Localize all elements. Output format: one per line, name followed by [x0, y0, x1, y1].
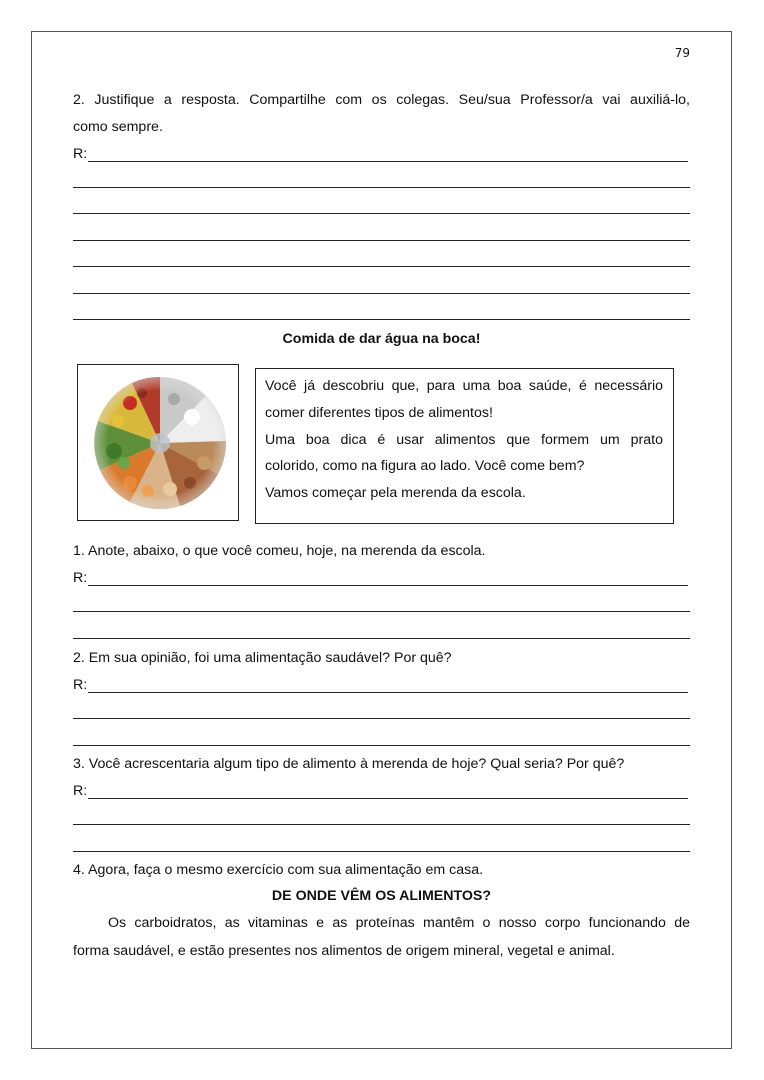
question-4-text: 4. Agora, faça o mesmo exercício com sua alimentação em casa. — [73, 862, 484, 878]
info-text-line: colorido, como na figura ao lado. Você come bem? — [265, 458, 585, 475]
question-1-text: 1. Anote, abaixo, o que você comeu, hoje, na merenda da escola. — [73, 543, 486, 559]
answer-line[interactable] — [73, 718, 690, 719]
answer-line[interactable] — [73, 266, 690, 267]
food-plate-image — [77, 364, 239, 521]
answer-prefix: R: — [73, 677, 88, 693]
answer-line-first[interactable] — [73, 146, 688, 162]
section-heading: DE ONDE VÊM OS ALIMENTOS? — [271, 888, 492, 904]
question-2-text: 2. Em sua opinião, foi uma alimentação saudável? Por quê? — [73, 650, 452, 666]
answer-line[interactable] — [73, 638, 690, 639]
question-2-text-line1: 2. Justifique a resposta. Compartilhe com os colegas. Seu/sua Professor/a vai auxiliá-lo, — [73, 92, 690, 108]
answer-prefix: R: — [73, 783, 88, 799]
answer-line[interactable] — [73, 293, 690, 294]
info-text-box — [255, 368, 674, 524]
info-text-line: Vamos começar pela merenda da escola. — [265, 485, 526, 502]
answer-line-first[interactable] — [73, 783, 688, 799]
answer-prefix: R: — [73, 570, 88, 586]
answer-line[interactable] — [73, 745, 690, 746]
food-plate-icon — [84, 371, 232, 514]
paragraph-line: forma saudável, e estão presentes nos alimentos de origem mineral, vegetal e animal. — [73, 942, 615, 959]
answer-line-first[interactable] — [73, 677, 688, 693]
paragraph-line: Os carboidratos, as vitaminas e as proteínas mantêm o nosso corpo funcionando de — [108, 915, 690, 931]
info-text-line: comer diferentes tipos de alimentos! — [265, 404, 493, 421]
answer-line[interactable] — [73, 611, 690, 612]
question-2-text-line2: como sempre. — [73, 119, 163, 135]
question-3-text: 3. Você acrescentaria algum tipo de alimento à merenda de hoje? Qual seria? Por quê? — [73, 756, 625, 772]
answer-line[interactable] — [73, 319, 690, 320]
answer-line-first[interactable] — [73, 570, 688, 586]
section-title: Comida de dar água na boca! — [282, 331, 481, 347]
answer-line[interactable] — [73, 213, 690, 214]
answer-prefix: R: — [73, 146, 88, 162]
answer-line[interactable] — [73, 851, 690, 852]
page-number: 79 — [674, 46, 690, 60]
info-text-line: Uma boa dica é usar alimentos que formem um prato — [265, 431, 663, 448]
info-text-line: Você já descobriu que, para uma boa saúde, é necessário — [265, 378, 663, 394]
paragraph — [73, 910, 690, 965]
answer-line[interactable] — [73, 240, 690, 241]
answer-line[interactable] — [73, 187, 690, 188]
answer-line[interactable] — [73, 824, 690, 825]
